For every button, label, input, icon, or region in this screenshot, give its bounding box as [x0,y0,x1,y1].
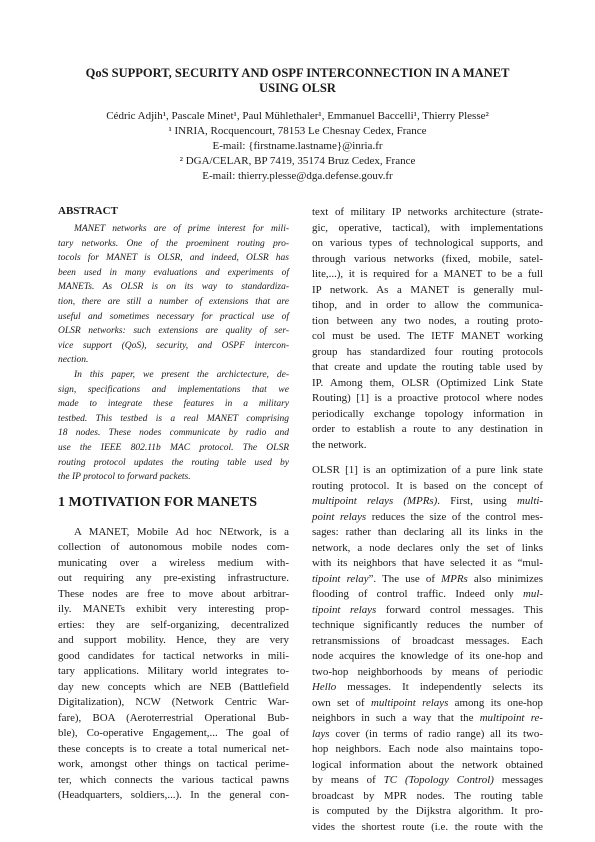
abstract-line: nection. [58,355,89,366]
term-mul: mul- [523,588,543,600]
section-heading: 1 MOTIVATION FOR MANETS [58,494,258,510]
body-line: technique significantly reduces the number of [312,619,543,631]
body-text: messages [493,774,544,786]
body-text: among its one-hop [448,696,543,709]
body-text: forward control messages. This [376,603,544,616]
abstract-line: sign, specifications and implementations that we [58,384,289,395]
abstract-line: tocols for MANET is OLSR, and indeed, OLSR has [58,253,289,264]
body-line: text of military IP networks architecture (strate- [312,206,543,218]
body-line: retransmissions of broadcast messages. Each [312,634,543,647]
body-line [312,696,543,712]
body-line: periodically exchange topology information in [312,407,543,420]
term-mprs: MPRs [441,572,468,585]
abstract-line: MANET networks are of prime interest for mili- [74,224,289,234]
body-line: OLSR [1] is an optimization of a pure link state [312,464,543,476]
body-line: tihop, and in order to allow the communica- [312,299,543,311]
body-line: fare), BOA (Aeroterrestrial Operational Bub- [58,711,289,724]
section-1-paragraph [58,525,289,804]
body-line: node acquires the knowledge of its one-hop and [312,650,543,662]
title-line-1: QoS SUPPORT, SECURITY AND OSPF INTERCONNECTION IN A MANET [85,66,510,80]
abstract-line: been used in many evaluations and experiments of [58,267,289,278]
term-multipoint-relays: multipoint relays [370,696,449,709]
body-line [312,680,543,696]
body-text: messages. It independently selects its [336,681,543,693]
body-text: own set of [312,696,371,709]
body-line: good candidates for tactical networks in mili- [58,649,289,662]
body-line [312,510,543,526]
body-text: cover (in terms of radio range) all its two- [329,727,543,740]
body-line: group has standardized four routing protocols [312,345,543,358]
email-2: E-mail: thierry.plesse@dga.defense.gouv.fr [202,170,393,182]
body-line: erties: they are self-organizing, decentralized [58,618,289,631]
abstract-line: useful and sometimes necessary for practical use of [58,311,289,322]
body-line: collection of autonomous mobile nodes com- [58,541,289,554]
abstract-line: 18 nodes. These nodes communicate by radio and [58,428,289,439]
left-column [58,204,289,804]
body-text: ”. The use of [368,572,442,585]
body-line [312,494,543,510]
body-line: gic, operative, tactical), with implementations [312,221,543,234]
body-line: day new concepts which are NEB (Battlefield [58,680,289,693]
abstract-line: tary networks. One of the proeminent routing pro- [58,238,289,249]
affiliation-2: ² DGA/CELAR, BP 7419, 35174 Bruz Cedex, France [179,155,416,167]
body-line: broadcast by MPR nodes. The routing table [312,789,543,802]
body-text: neighbors in such a way that the [312,712,480,724]
body-line: IP network. As a MANET is generally mul- [312,283,543,296]
abstract-line: routing protocol updates the routing table used by [58,457,289,468]
term-tc: TC (Topology Control) [383,774,494,786]
body-line [312,711,543,727]
body-text: with its neighbors that have selected it as “mul- [312,557,543,569]
paper-title [40,66,555,96]
body-line: is computed by the Dijkstra algorithm. It pro- [312,805,543,817]
body-text: reduces the size of the control mes- [366,510,543,523]
body-line [312,587,543,603]
body-line: ble), Co-operative Engagement,... The goal of [58,727,289,740]
body-line: two-hop neighborhoods by means of periodic [312,665,543,678]
author-block [40,109,555,184]
abstract-paragraph-2 [58,368,289,485]
abstract-line: the IP protocol to forward packets. [58,472,191,483]
abstract-line: In this paper, we present the archictecture, de- [74,369,289,380]
body-line: Digitalization), NCW (Network Centric War- [58,696,289,709]
right-paragraph-2 [312,463,543,835]
term-point-relays: point relays [312,510,367,523]
body-line: tary applications. Military world integrates to- [58,665,289,678]
abstract-paragraph-1 [58,222,289,368]
term-multipoint: multi- [516,495,543,507]
right-paragraph-1 [312,205,543,453]
body-line: hop neighbors. Each node also maintains topo- [312,743,543,755]
body-line: that create and update the routing table used by [312,361,543,373]
body-line: sages: rather than declaring all its links in the [312,526,543,538]
abstract-line: MANETs. As OLSR is on its way to standardiza- [58,282,289,293]
title-line-2: USING OLSR [259,81,336,95]
abstract-line: tion, there are still a number of extensions that are [58,296,289,307]
body-line: ter, which connects the various tactical pawns [58,773,289,786]
body-line: routing protocol. It is based on the concept of [312,479,543,492]
body-line: IP. Among them, OLSR (Optimized Link State [312,376,543,389]
paragraph-gap [312,453,543,463]
term-lays: lays [312,727,330,740]
abstract-line: OLSR networks: such extensions are quality of ser- [58,326,289,337]
body-line: Routing) [1] is a proactive protocol where nodes [312,392,543,404]
abstract-line: use the IEEE 802.11b MAC protocol. The OLSR [58,442,289,453]
body-line: order to establish a route to any destination in [312,423,543,435]
body-line: A MANET, Mobile Ad hoc NEtwork, is a [74,525,289,538]
body-line [312,603,543,619]
body-line: logical information about the network obtained [312,758,543,771]
body-line: lite,...), it is required for a MANET to be a full [312,268,543,280]
author-names: Cédric Adjih¹, Pascale Minet¹, Paul Mühlethaler¹, Emmanuel Baccelli¹, Thierry Plesse² [106,110,489,122]
body-line: (Headquarters, soldiers,...). In the general con- [58,789,289,802]
email-1: E-mail: {firstname.lastname}@inria.fr [212,140,383,152]
body-line [312,727,543,743]
body-line [312,773,543,789]
abstract-line: vice support (QoS), security, and OSPF intercon- [58,340,289,351]
affiliation-1: ¹ INRIA, Rocquencourt, 78153 Le Chesnay Cedex, France [168,125,427,137]
body-line: vides the shortest route (i.e. the route with the [312,820,543,833]
body-line: on various types of technological supports, and [312,237,543,249]
body-text: flooding of control traffic. Indeed only [312,588,524,600]
abstract-heading: ABSTRACT [58,205,118,217]
body-line: These nodes are free to move about arbitrar- [58,587,289,600]
abstract-line: testbed. This testbed is a real MANET comprising [58,413,289,424]
term-mprs: multipoint relays (MPRs) [312,495,438,507]
body-text: also minimizes [467,572,543,585]
term-tipoint-relay: tipoint relay [312,572,369,585]
body-text: . First, using [437,495,517,507]
body-line: these concepts is to create a total numerical net- [58,742,289,755]
term-hello: Hello [312,681,337,693]
body-line: network, a node declares only the set of links [312,541,543,554]
body-line [312,556,543,572]
body-line: col must be used. The IETF MANET working [312,330,543,342]
body-line: the network. [312,438,367,451]
body-line [312,572,543,588]
body-line: through various networks (fixed, mobile, satel- [312,252,543,265]
body-line: municating over a wireless medium with- [58,556,289,569]
body-line: tion between any two nodes, a routing proto- [312,314,543,327]
abstract-line: made to integrate these features in a military [58,399,289,410]
body-line: out requiring any pre-existing infrastructure. [58,572,289,585]
right-column [312,205,543,835]
body-line: work, amongst other things on tactical perime- [58,758,289,771]
body-text: by means of [312,774,384,786]
body-line: ily. MANETs exhibit very interesting prop- [58,603,289,616]
term-multipoint-re: multipoint re- [479,712,543,724]
body-line: and support mobility. Hence, they are very [58,634,289,647]
term-tipoint-relays: tipoint relays [312,603,377,616]
